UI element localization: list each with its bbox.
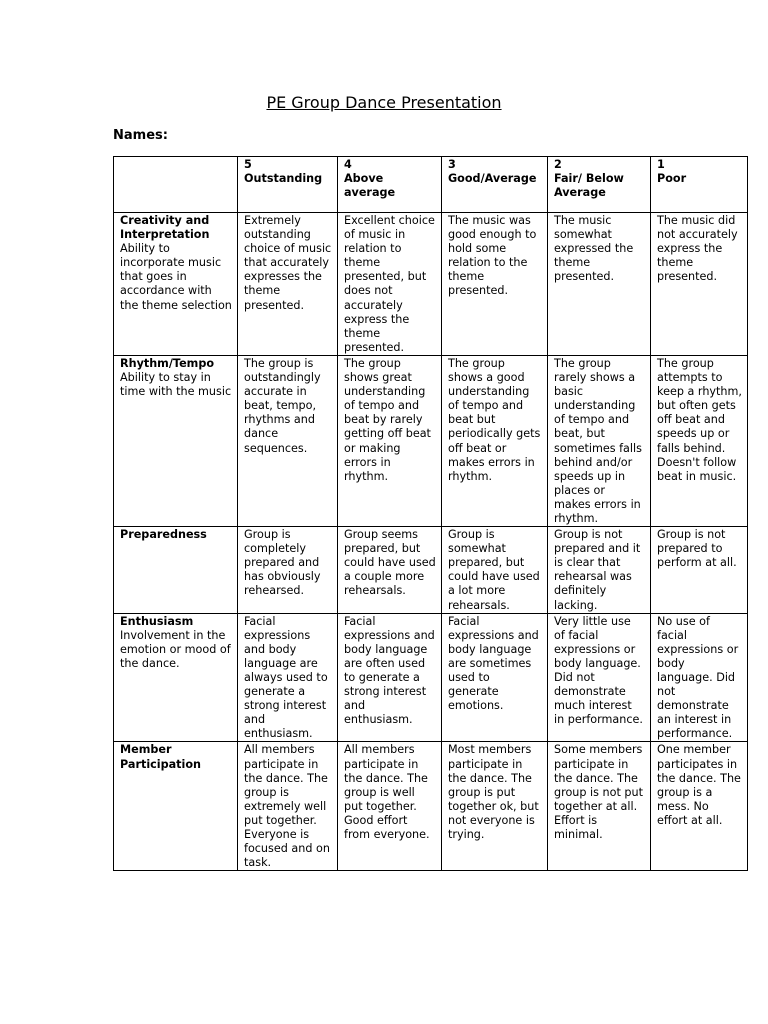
criterion-cell xyxy=(114,742,238,871)
rubric-cell: The group shows great understanding of tempo and beat by rarely getting off beat or making errors in rhythm. xyxy=(338,355,442,526)
score-number: 4 xyxy=(344,158,352,171)
rubric-cell: The music did not accurately express the theme presented. xyxy=(651,213,748,356)
rubric-cell: Facial expressions and body language are sometimes used to generate emotions. xyxy=(442,613,548,742)
score-label: Fair/ Below Average xyxy=(554,172,624,200)
criterion-description: Ability to stay in time with the music xyxy=(120,371,232,399)
score-label: Good/Average xyxy=(448,172,537,186)
rubric-cell: Group is somewhat prepared, but could have used a lot more rehearsals. xyxy=(442,527,548,614)
criterion-title: Creativity and Interpretation xyxy=(120,214,210,242)
rubric-cell: The group attempts to keep a rhythm, but often gets off beat and speeds up or falls behind. Doesn't follow beat in music. xyxy=(651,355,748,526)
rubric-cell: Very little use of facial expressions or body language. Did not demonstrate much interest in performance. xyxy=(548,613,651,742)
rubric-cell: Group seems prepared, but could have used a couple more rehearsals. xyxy=(338,527,442,614)
criterion-title: Preparedness xyxy=(120,528,207,542)
rubric-cell: All members participate in the dance. The group is extremely well put together. Everyone is focused and on task. xyxy=(238,742,338,871)
rubric-table xyxy=(113,156,748,871)
criterion-row-member-participation xyxy=(114,742,748,871)
criterion-cell xyxy=(114,527,238,614)
rubric-cell: Most members participate in the dance. The group is put together ok, but not everyone is trying. xyxy=(442,742,548,871)
score-number: 3 xyxy=(448,158,456,171)
rubric-cell: Group is not prepared to perform at all. xyxy=(651,527,748,614)
rubric-cell: All members participate in the dance. The group is well put together. Good effort from everyone. xyxy=(338,742,442,871)
criterion-cell xyxy=(114,355,238,526)
rubric-cell: No use of facial expressions or body language. Did not demonstrate an interest in performance. xyxy=(651,613,748,742)
criterion-title: Enthusiasm xyxy=(120,614,194,628)
rubric-cell: Group is not prepared and it is clear that rehearsal was definitely lacking. xyxy=(548,527,651,614)
rubric-cell: The music was good enough to hold some relation to the theme presented. xyxy=(442,213,548,356)
criterion-description: Ability to incorporate music that goes in accordance with the theme selection xyxy=(120,242,232,312)
rubric-cell: Group is completely prepared and has obviously rehearsed. xyxy=(238,527,338,614)
score-number: 2 xyxy=(554,158,562,171)
criterion-row-rhythm xyxy=(114,355,748,526)
rubric-cell: The group rarely shows a basic understanding of tempo and beat, but sometimes falls behind and/or speeds up in places or makes errors in rhythm. xyxy=(548,355,651,526)
header-cell-1 xyxy=(651,157,748,213)
rubric-cell: The music somewhat expressed the theme presented. xyxy=(548,213,651,356)
rubric-cell: Extremely outstanding choice of music that accurately expresses the theme presented. xyxy=(238,213,338,356)
rubric-cell: Facial expressions and body language are often used to generate a strong interest and enthusiasm. xyxy=(338,613,442,742)
criterion-title: Member Participation xyxy=(120,743,202,771)
names-label: Names: xyxy=(113,128,168,143)
criterion-cell xyxy=(114,613,238,742)
criterion-row-creativity xyxy=(114,213,748,356)
header-cell-3 xyxy=(442,157,548,213)
score-number: 1 xyxy=(657,158,665,171)
criterion-row-preparedness xyxy=(114,527,748,614)
score-number: 5 xyxy=(244,158,252,171)
score-label: Poor xyxy=(657,172,687,186)
criterion-row-enthusiasm xyxy=(114,613,748,742)
criterion-cell xyxy=(114,213,238,356)
header-cell-4 xyxy=(338,157,442,213)
score-label: Above average xyxy=(344,172,396,200)
header-cell-5 xyxy=(238,157,338,213)
criterion-title: Rhythm/Tempo xyxy=(120,356,215,370)
rubric-cell: The group shows a good understanding of tempo and beat but periodically gets off beat or makes errors in rhythm. xyxy=(442,355,548,526)
rubric-cell: The group is outstandingly accurate in beat, tempo, rhythms and dance sequences. xyxy=(238,355,338,526)
header-row xyxy=(114,157,748,213)
criterion-description: Involvement in the emotion or mood of the dance. xyxy=(120,628,231,670)
rubric-cell: Facial expressions and body language are always used to generate a strong interest and enthusiasm. xyxy=(238,613,338,742)
page-title: PE Group Dance Presentation xyxy=(266,93,502,112)
rubric-cell: Some members participate in the dance. The group is not put together at all. Effort is minimal. xyxy=(548,742,651,871)
score-label: Outstanding xyxy=(244,172,323,186)
rubric-cell: One member participates in the dance. The group is a mess. No effort at all. xyxy=(651,742,748,871)
rubric-cell: Excellent choice of music in relation to theme presented, but does not accurately express the theme presented. xyxy=(338,213,442,356)
corner-cell xyxy=(114,157,238,213)
header-cell-2 xyxy=(548,157,651,213)
